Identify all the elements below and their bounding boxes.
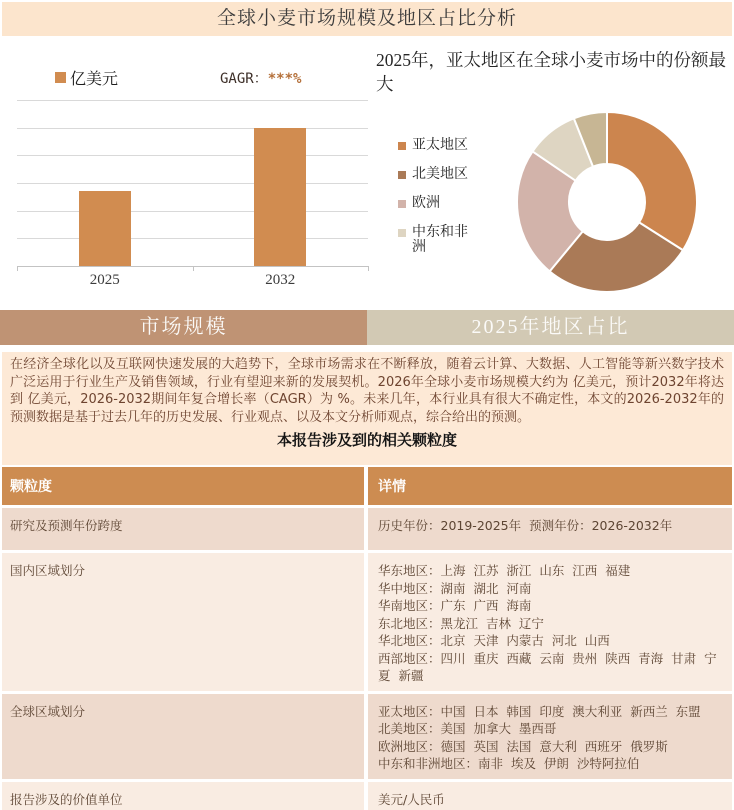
tab-region-share[interactable]: 2025年地区占比 bbox=[367, 310, 734, 345]
table-header-row bbox=[2, 467, 732, 505]
donut-legend-label: 中东和非洲 bbox=[412, 225, 468, 255]
donut-legend-item bbox=[398, 196, 478, 211]
row-detail-line: 中东和非洲地区：南非 埃及 伊朗 沙特阿拉伯 bbox=[378, 756, 640, 771]
donut-legend-item bbox=[398, 167, 478, 182]
table-row bbox=[2, 508, 732, 550]
gridline bbox=[17, 211, 368, 212]
tab-market-size[interactable]: 市场规模 bbox=[0, 310, 367, 345]
donut-chart-title: 2025年，亚太地区在全球小麦市场中的份额最大 bbox=[376, 50, 726, 94]
row-detail-line: 北美地区：美国 加拿大 墨西哥 bbox=[378, 721, 557, 736]
gridline bbox=[17, 128, 368, 129]
bar-2025 bbox=[79, 191, 131, 266]
gridline bbox=[17, 100, 368, 101]
page-title-banner bbox=[2, 2, 732, 36]
donut-legend-swatch-icon bbox=[398, 229, 406, 237]
row-detail-line: 亚太地区：中国 日本 韩国 印度 澳大利亚 新西兰 东盟 bbox=[378, 703, 701, 719]
axis-tick bbox=[193, 266, 194, 271]
row-label: 报告涉及的价值单位 bbox=[10, 791, 123, 807]
donut-legend-swatch-icon bbox=[398, 171, 406, 179]
summary-paragraph: 在经济全球化以及互联网快速发展的大趋势下，全球市场需求在不断释放，随着云计算、大数据、人工智能等新兴数字技术广泛运用于行业生产及销售领域，行业有望迎来新的发展契机。2026年全球小麦市场规模大约为 亿美元，预计2032年将达到 亿美元，2026-2032期间年复合增长率（CAGR）为 %。未来几年，本行业具有很大不确定性，本文的2026-2032年的预测数据是基于过去几年的历史发展、行业观点、以及本文分析师观点，综合给出的预测。 bbox=[10, 357, 724, 425]
page-title: 全球小麦市场规模及地区占比分析 bbox=[216, 8, 517, 29]
table-row bbox=[2, 782, 732, 810]
row-detail-line: 美元/人民币 bbox=[378, 791, 445, 807]
bar-plot-area bbox=[17, 100, 368, 266]
cagr-label: GAGR： bbox=[220, 71, 268, 87]
donut-legend bbox=[398, 138, 478, 269]
donut-legend-swatch-icon bbox=[398, 200, 406, 208]
row-detail-line: 西部地区：四川 重庆 西藏 云南 贵州 陕西 青海 甘肃 宁夏 新疆 bbox=[378, 650, 717, 683]
donut-legend-label: 欧洲 bbox=[412, 196, 440, 211]
donut-chart bbox=[512, 107, 702, 297]
axis-tick bbox=[368, 266, 369, 271]
row-label: 国内区域划分 bbox=[10, 563, 86, 578]
table-row bbox=[2, 553, 732, 691]
table-row bbox=[2, 694, 732, 779]
row-detail-line: 欧洲地区：德国 英国 法国 意大利 西班牙 俄罗斯 bbox=[378, 738, 668, 754]
row-detail-line: 华北地区：北京 天津 内蒙古 河北 山西 bbox=[378, 633, 610, 648]
gridline bbox=[17, 238, 368, 239]
section-tabs bbox=[0, 310, 734, 345]
bar-chart-panel bbox=[10, 40, 370, 305]
row-detail-line: 华东地区：上海 江苏 浙江 山东 江西 福建 bbox=[378, 563, 631, 578]
row-label: 全球区域划分 bbox=[10, 703, 86, 719]
donut-legend-item bbox=[398, 138, 478, 153]
row-label: 研究及预测年份跨度 bbox=[10, 518, 123, 533]
bar-legend-swatch-icon bbox=[55, 72, 66, 83]
donut-legend-swatch-icon bbox=[398, 142, 406, 150]
axis-tick bbox=[17, 266, 18, 271]
x-axis-label-2032: 2032 bbox=[265, 272, 296, 288]
donut-chart-panel bbox=[370, 40, 734, 305]
gridline bbox=[17, 183, 368, 184]
granularity-section-title: 本报告涉及到的相关颗粒度 bbox=[276, 431, 457, 450]
summary-block bbox=[2, 352, 732, 465]
donut-legend-item bbox=[398, 225, 478, 255]
row-detail-line: 华中地区：湖南 湖北 河南 bbox=[378, 580, 532, 596]
table-header-granularity: 颗粒度 bbox=[2, 467, 364, 505]
bar-x-axis-labels bbox=[17, 272, 368, 292]
x-axis-label-2025: 2025 bbox=[89, 272, 120, 288]
row-detail-line: 华南地区：广东 广西 海南 bbox=[378, 598, 532, 613]
donut-legend-label: 北美地区 bbox=[412, 167, 468, 182]
granularity-table bbox=[2, 467, 732, 810]
donut-legend-label: 亚太地区 bbox=[412, 138, 468, 153]
cagr-annotation bbox=[220, 68, 301, 88]
table-header-details: 详情 bbox=[368, 467, 732, 505]
bar-legend bbox=[55, 66, 118, 89]
bar-2032 bbox=[254, 128, 306, 266]
cagr-value: ***% bbox=[267, 71, 302, 87]
bar-legend-label: 亿美元 bbox=[70, 71, 119, 88]
row-detail-line: 东北地区：黑龙江 吉林 辽宁 bbox=[378, 615, 544, 631]
row-detail-line: 历史年份：2019-2025年 预测年份：2026-2032年 bbox=[378, 518, 673, 533]
gridline bbox=[17, 155, 368, 156]
